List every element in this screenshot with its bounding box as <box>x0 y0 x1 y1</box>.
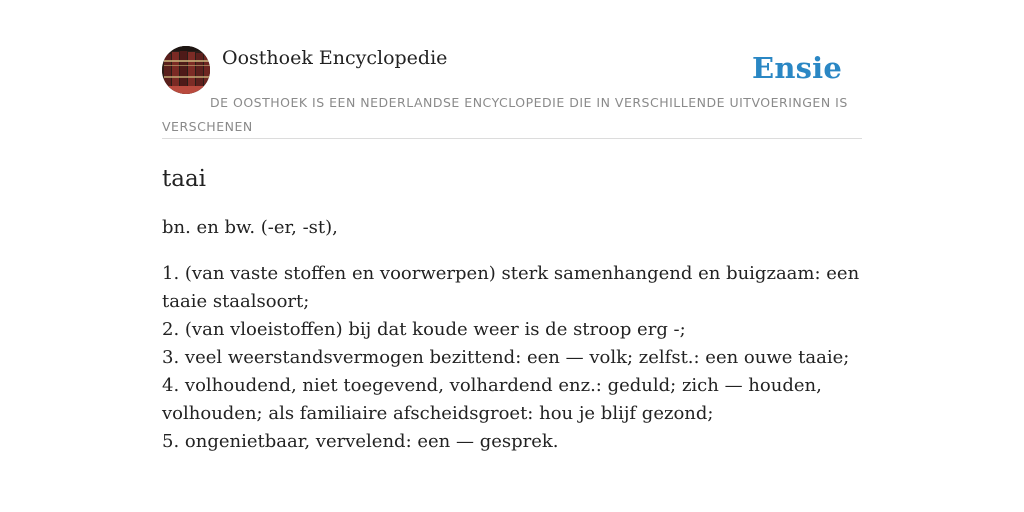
header <box>162 46 862 139</box>
brand-logo-link[interactable]: Ensie <box>752 51 842 85</box>
entry-grammar: bn. en bw. (-er, -st), <box>162 217 338 238</box>
page-container <box>162 46 862 456</box>
definition-item: 3. veel weerstandsvermogen bezittend: een — volk; zelfst.: een ouwe taaie; <box>162 347 850 368</box>
definition-item: 4. volhoudend, niet toegevend, volhardend enz.: geduld; zich — houden, volhouden; als familiaire afscheidsgroet: hou je blijf gezond; <box>162 375 822 424</box>
definition-item: 1. (van vaste stoffen en voorwerpen) sterk samenhangend en buigzaam: een taaie staalsoort; <box>162 263 860 312</box>
entry-term: taai <box>162 166 207 192</box>
definition-item: 5. ongenietbaar, vervelend: een — gesprek. <box>162 431 559 452</box>
book-spines-icon <box>162 46 210 94</box>
entry-definitions <box>162 260 862 456</box>
source-avatar[interactable] <box>162 46 210 94</box>
definition-item: 2. (van vloeistoffen) bij dat koude weer is de stroop erg -; <box>162 319 686 340</box>
source-title[interactable]: Oosthoek Encyclopedie <box>222 47 448 69</box>
source-subtitle: DE OOSTHOEK IS EEN NEDERLANDSE ENCYCLOPEDIE DIE IN VERSCHILLENDE UITVOERINGEN IS VERSCHENEN <box>162 95 848 134</box>
